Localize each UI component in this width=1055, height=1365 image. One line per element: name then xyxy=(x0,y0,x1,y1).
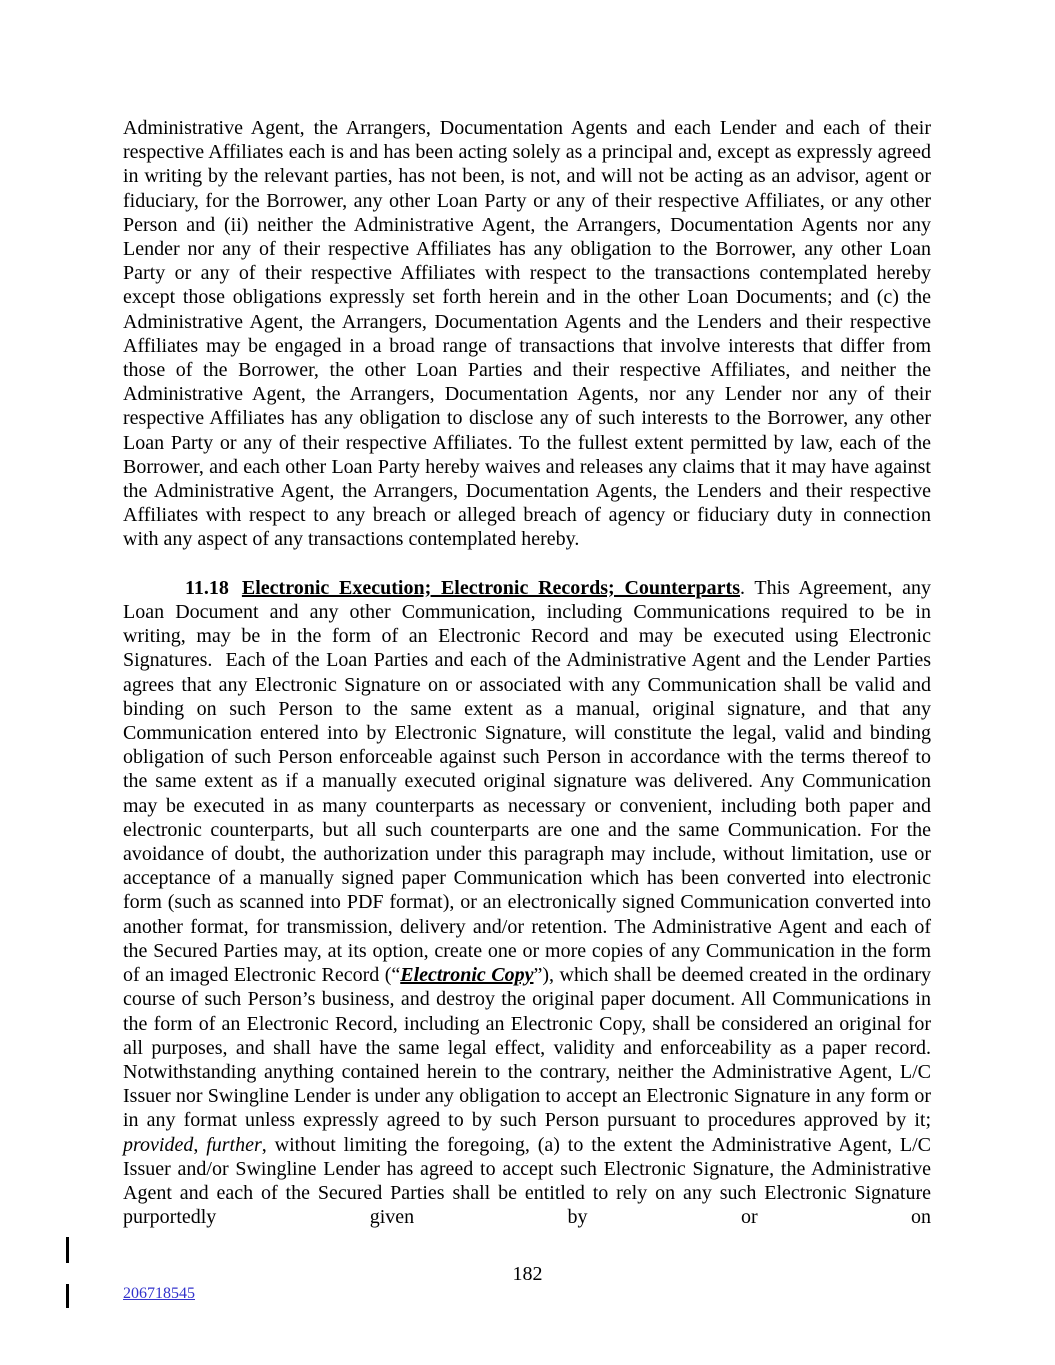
section-body-segment: Electronic Copy xyxy=(400,964,534,987)
section-body-text xyxy=(123,577,931,1228)
footer-document-id-link[interactable]: 206718545 xyxy=(123,1285,195,1302)
revision-change-bar xyxy=(66,1284,69,1308)
revision-change-bar xyxy=(66,1237,69,1263)
section-body-segment: , xyxy=(193,1133,207,1156)
continuation-paragraph: Administrative Agent, the Arrangers, Documentation Agents and each Lender and each of their respective Affiliates each is and has been acting solely as a principal and, except as expressly agreed in writing by the relevant parties, has not been, is not, and will not be acting as an advisor, agent or fiduciary, for the Borrower, any other Loan Party or any of their respective Affiliates, or any other Person and (ii) neither the Administrative Agent, the Arrangers, Documentation Agents nor any Lender nor any of their respective Affiliates has any obligation to the Borrower, any other Loan Party or any of their respective Affiliates with respect to the transactions contemplated hereby except those obligations expressly set forth herein and in the other Loan Documents; and (c) the Administrative Agent, the Arrangers, Documentation Agents and the Lenders and their respective Affiliates may be engaged in a broad range of transactions that involve interests that differ from those of the Borrower, the other Loan Parties and their respective Affiliates, and neither the Administrative Agent, the Arrangers, Documentation Agents, nor any Lender nor any of their respective Affiliates has any obligation to disclose any of such interests to the Borrower, any other Loan Party or any of their respective Affiliates. To the fullest extent permitted by law, each of the Borrower, and each other Loan Party hereby waives and releases any claims that it may have against the Administrative Agent, the Arrangers, Documentation Agents, the Lenders and their respective Affiliates with respect to any breach or alleged breach of agency or fiduciary duty in connection with any aspect of any transactions contemplated hereby. xyxy=(123,117,931,551)
section-number: 11.18 xyxy=(185,576,229,599)
section-heading: Electronic Execution; Electronic Records; Counterparts xyxy=(241,576,740,599)
page-content xyxy=(123,116,931,1229)
section-body-segment: further xyxy=(206,1133,262,1156)
section-body-segment: . This Agreement, any Loan Document and any other Communication, including Communications required to be in writing, may be in the form of an Electronic Record and may be executed using Electronic Signatures. Each of the Loan Parties and each of the Administrative Agent and the Lender Parties agrees that any Electronic Signature on or associated with any Communication shall be valid and binding on such Person to the same extent as a manual, original signature, and that any Communication entered into by Electronic Signature, will constitute the legal, valid and binding obligation of such Person enforceable against such Person in accordance with the terms thereof to the same extent as if a manually executed original signature was delivered. Any Communication may be executed in as many counterparts as necessary or convenient, including both paper and electronic counterparts, but all such counterparts are one and the same Communication. For the avoidance of doubt, the authorization under this paragraph may include, without limitation, use or acceptance of a manually signed paper Communication which has been converted into electronic form (such as scanned into PDF format), or an electronically signed Communication converted into another format, for transmission, delivery and/or retention. The Administrative Agent and each of the Secured Parties may, at its option, create one or more copies of any Communication in the form of an imaged Electronic Record (“ xyxy=(123,576,931,987)
section-11-18-paragraph xyxy=(123,576,931,1229)
section-body-segment: , without limiting the foregoing, (a) to the extent the Administrative Agent, L/C Issuer and/or Swingline Lender has agreed to accept such Electronic Signature, the Administrative Agent and each of the Secured Parties shall be entitled to rely on any such Electronic Signature purportedly given by or on xyxy=(123,1133,931,1229)
section-body-segment: ”), which shall be deemed created in the ordinary course of such Person’s business, and destroy the original paper document. All Communications in the form of an Electronic Record, including an Electronic Copy, shall be considered an original for all purposes, and shall have the same legal effect, validity and enforceability as a paper record. Notwithstanding anything contained herein to the contrary, neither the Administrative Agent, L/C Issuer nor Swingline Lender is under any obligation to accept an Electronic Signature in any form or in any format unless expressly agreed to by such Person pursuant to procedures approved by it; xyxy=(123,964,932,1132)
section-body-segment: provided xyxy=(123,1133,194,1156)
page-number: 182 xyxy=(512,1263,543,1285)
